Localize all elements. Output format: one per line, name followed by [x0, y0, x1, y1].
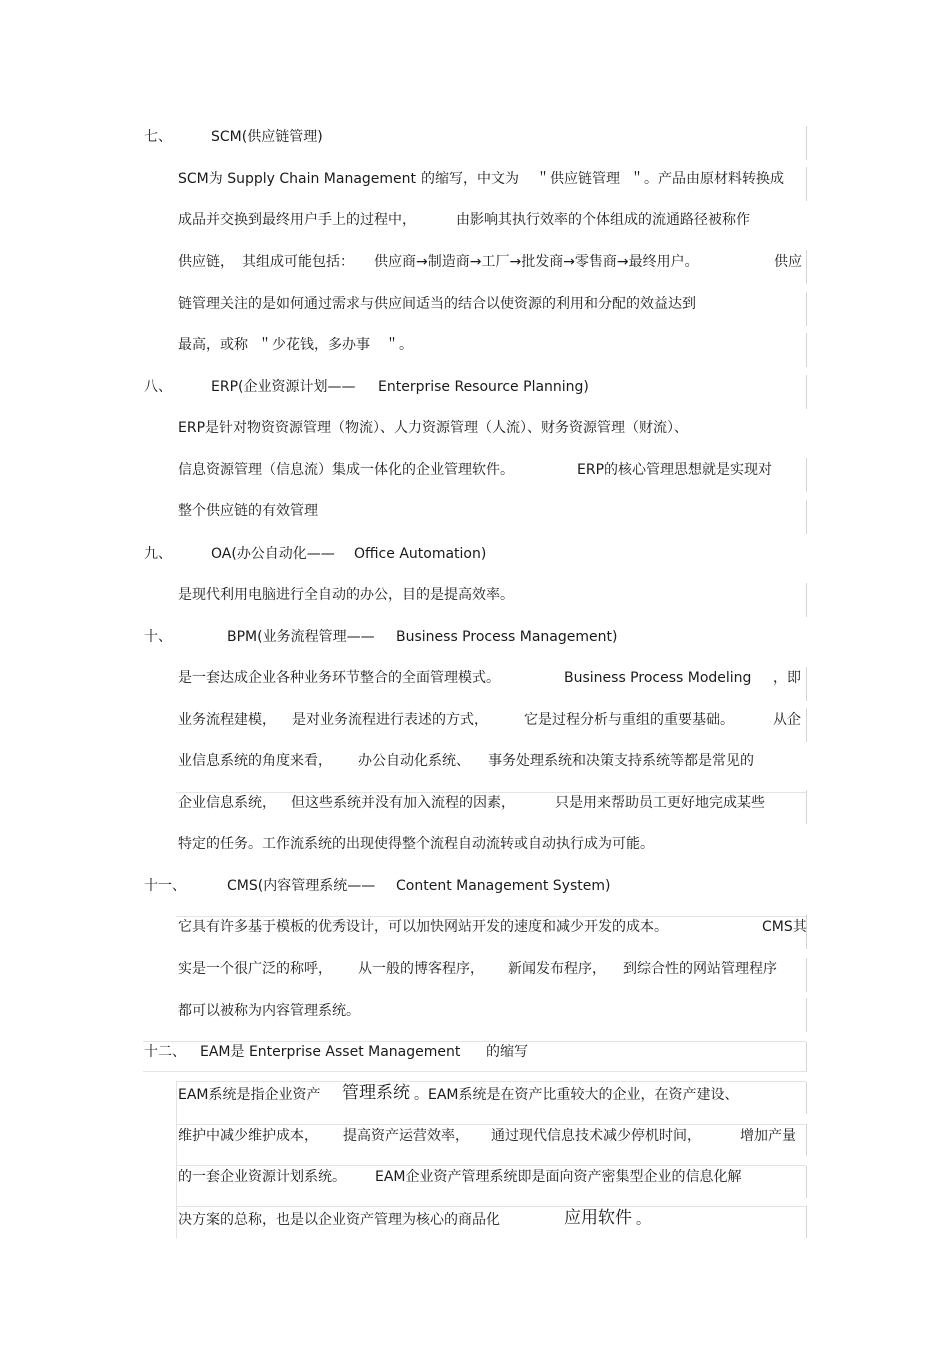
section-number: 八、 — [144, 379, 172, 395]
text-run: 从企 — [773, 712, 801, 728]
right-margin-rule — [806, 167, 807, 201]
right-margin-rule — [806, 583, 807, 617]
section-title: CMS(内容管理系统—— — [227, 878, 376, 894]
section-title: EAM是 Enterprise Asset Management — [200, 1044, 461, 1060]
section-title: OA(办公自动化—— — [211, 546, 335, 562]
right-margin-rule — [806, 790, 807, 824]
section-title: BPM(业务流程管理—— — [227, 629, 375, 645]
text-run: 提高资产运营效率， — [343, 1128, 469, 1144]
section-title-english: Business Process Management) — [396, 629, 618, 645]
text-run: Business Process Modeling — [564, 670, 752, 686]
text-run: 。EAM系统是在资产比重较大的企业，在资产建设、 — [414, 1087, 739, 1103]
right-margin-rule — [806, 292, 807, 326]
section-number: 十、 — [144, 629, 172, 645]
text-run: 是一套达成企业各种业务环节整合的全面管理模式。 — [178, 670, 500, 686]
text-run: 成品并交换到最终用户手上的过程中， — [178, 212, 416, 228]
section-number: 十二、 — [144, 1044, 186, 1060]
text-run: EAM系统是指企业资产 — [178, 1087, 321, 1103]
scan-rule — [176, 1165, 806, 1166]
text-run: 特定的任务。工作流系统的出现使得整个流程自动流转或自动执行成为可能。 — [178, 836, 654, 852]
scan-rule — [176, 792, 806, 793]
text-run-large: 管理系统 — [342, 1083, 410, 1103]
section-title-english: Office Automation) — [354, 546, 487, 562]
right-margin-rule — [806, 1166, 807, 1198]
right-margin-rule — [806, 126, 807, 160]
section-number: 七、 — [144, 129, 172, 145]
text-run: 决方案的总称，也是以企业资产管理为核心的商品化 — [178, 1212, 500, 1228]
scan-rule — [143, 1041, 806, 1042]
right-margin-rule — [806, 375, 807, 409]
text-run: 供应链， — [178, 254, 234, 270]
scan-rule — [143, 1071, 806, 1072]
text-run: 实是一个很广泛的称呼， — [178, 961, 332, 977]
text-run: 的一套企业资源计划系统。 — [178, 1169, 346, 1185]
right-margin-rule — [806, 708, 807, 742]
right-margin-rule — [806, 458, 807, 492]
text-run: 增加产量 — [740, 1128, 796, 1144]
text-run: 只是用来帮助员工更好地完成某些 — [555, 795, 765, 811]
section-number: 九、 — [144, 546, 172, 562]
text-run: 。 — [636, 1212, 650, 1228]
text-run: 它是过程分析与重组的重要基础。 — [524, 712, 734, 728]
section-title: ERP(企业资源计划—— — [211, 379, 356, 395]
text-run-large: 应用软件 — [564, 1208, 632, 1228]
text-run: 到综合性的网站管理程序 — [623, 961, 777, 977]
scan-rule — [176, 1206, 806, 1207]
right-margin-rule — [806, 500, 807, 534]
text-run: 整个供应链的有效管理 — [178, 503, 318, 519]
text-run: 事务处理系统和决策支持系统等都是常见的 — [488, 753, 754, 769]
text-run: ＂供应链管理 — [536, 171, 620, 187]
text-run: EAM企业资产管理系统即是面向资产密集型企业的信息化解 — [375, 1169, 742, 1185]
right-margin-rule — [806, 1206, 807, 1238]
section-title: SCM(供应链管理) — [211, 129, 323, 145]
text-run: ERP是针对物资资源管理（物流）、人力资源管理（人流）、财务资源管理（财流）、 — [178, 420, 689, 436]
text-run: 从一般的博客程序， — [358, 961, 484, 977]
right-margin-rule — [806, 250, 807, 284]
section-title-suffix: 的缩写 — [486, 1044, 528, 1060]
section-title-english: Enterprise Resource Planning) — [378, 379, 589, 395]
right-margin-rule — [806, 667, 807, 701]
scan-rule — [176, 1124, 806, 1125]
text-run: 是现代利用电脑进行全自动的办公，目的是提高效率。 — [178, 587, 514, 603]
text-run: 企业信息系统， — [178, 795, 276, 811]
text-run: ＂。 — [385, 337, 413, 353]
text-run: SCM为 Supply Chain Management — [178, 171, 417, 187]
text-run: 是对业务流程进行表述的方式， — [292, 712, 488, 728]
text-run: 办公自动化系统、 — [358, 753, 470, 769]
text-run: 业信息系统的角度来看， — [178, 753, 332, 769]
right-margin-rule — [806, 958, 807, 992]
text-run: 最高，或称 — [178, 337, 248, 353]
text-run: ERP的核心管理思想就是实现对 — [577, 462, 773, 478]
text-run: 但这些系统并没有加入流程的因素， — [291, 795, 515, 811]
scan-rule — [176, 1081, 806, 1082]
text-run: 供应商→制造商→工厂→批发商→零售商→最终用户。 — [374, 254, 699, 270]
text-run: ＂。产品由原材料转换成 — [630, 171, 784, 187]
text-run: 链管理关注的是如何通过需求与供应间适当的结合以使资源的利用和分配的效益达到 — [178, 296, 696, 312]
text-run: 它具有许多基于模板的优秀设计，可以加快网站开发的速度和减少开发的成本。 — [178, 919, 668, 935]
text-run: 维护中减少维护成本， — [178, 1128, 318, 1144]
text-run: 通过现代信息技术减少停机时间， — [491, 1128, 701, 1144]
text-run: 的缩写，中文为 — [421, 171, 519, 187]
text-run: CMS其 — [762, 919, 807, 935]
text-run: ，即 — [773, 670, 801, 686]
right-margin-rule — [806, 1082, 807, 1114]
section-title-english: Content Management System) — [396, 878, 611, 894]
right-margin-rule — [806, 998, 807, 1032]
right-margin-rule — [806, 1042, 807, 1072]
left-margin-rule — [176, 1082, 177, 1238]
text-run: 业务流程建模， — [178, 712, 276, 728]
right-margin-rule — [806, 333, 807, 367]
section-number: 十一、 — [144, 878, 186, 894]
text-run: ＂少花钱，多办事 — [258, 337, 370, 353]
scan-rule — [176, 916, 806, 917]
text-run: 信息资源管理（信息流）集成一体化的企业管理软件。 — [178, 462, 514, 478]
text-run: 供应 — [774, 254, 802, 270]
text-run: 新闻发布程序， — [508, 961, 606, 977]
text-run: 都可以被称为内容管理系统。 — [178, 1003, 360, 1019]
text-run: 其组成可能包括： — [242, 254, 354, 270]
text-run: 由影响其执行效率的个体组成的流通路径被称作 — [456, 212, 750, 228]
right-margin-rule — [806, 1124, 807, 1156]
